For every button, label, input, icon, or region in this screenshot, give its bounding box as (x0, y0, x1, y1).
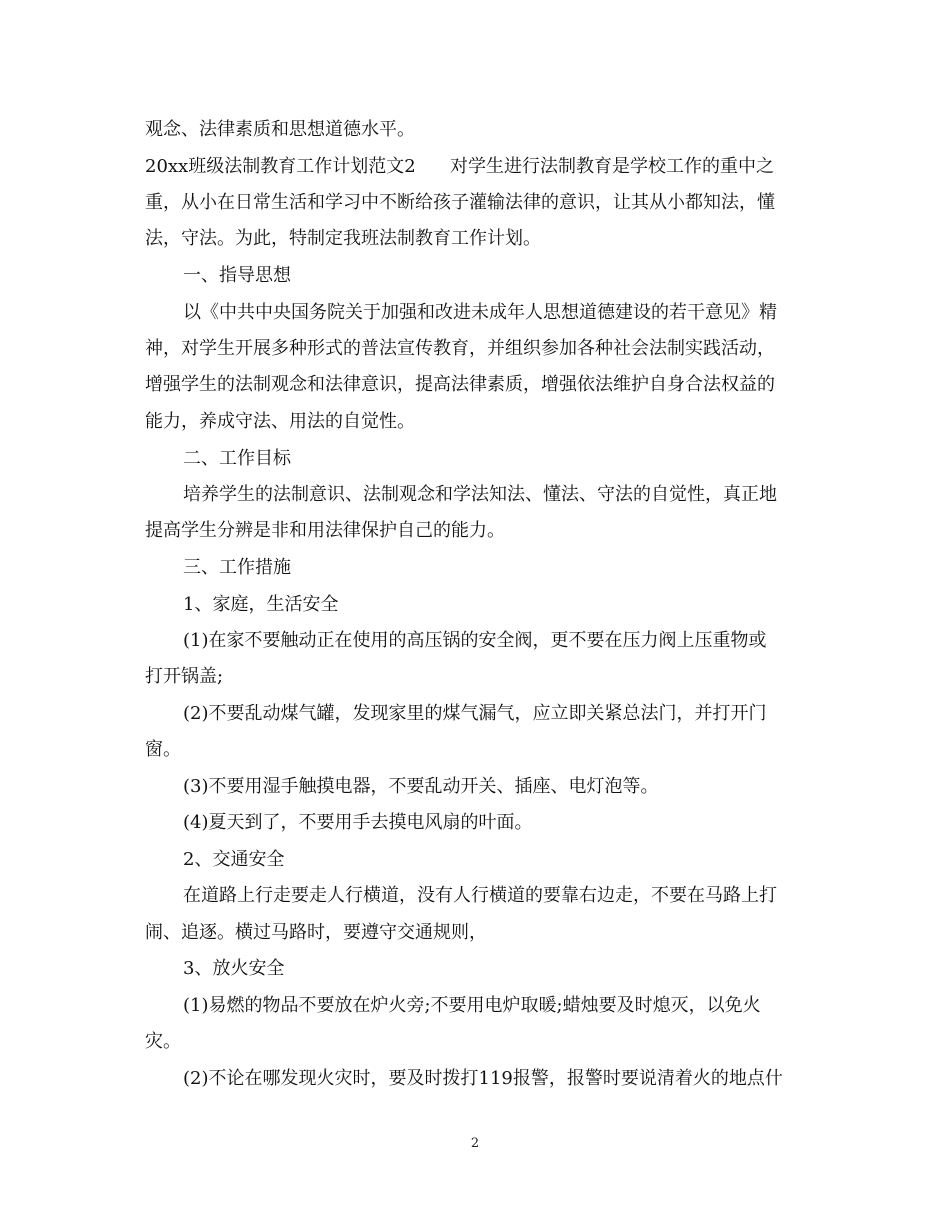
subsection-heading: 3、放火安全 (183, 958, 285, 979)
text-line: 增强学生的法制观念和法律意识，提高法律素质，增强依法维护自身合法权益的 (145, 374, 775, 395)
text-line: 灾。 (145, 1031, 181, 1052)
text-line: 能力，养成守法、用法的自觉性。 (145, 411, 415, 432)
section-heading: 三、工作措施 (183, 557, 291, 578)
subsection-heading: 2、交通安全 (183, 849, 285, 870)
text-line: (2)不论在哪发现火灾时，要及时拨打119报警，报警时要说清着火的地点什 (183, 1068, 783, 1089)
text-line: (3)不要用湿手触摸电器，不要乱动开关、插座、电灯泡等。 (183, 776, 659, 797)
page-number: 2 (470, 1136, 480, 1151)
text-line: (2)不要乱动煤气罐，发现家里的煤气漏气，应立即关紧总法门，并打开门 (183, 703, 767, 724)
text-line: 20xx班级法制教育工作计划范文2 对学生进行法制教育是学校工作的重中之 (145, 156, 774, 177)
section-heading: 二、工作目标 (183, 448, 291, 469)
text-line: 以《中共中央国务院关于加强和改进未成年人思想道德建设的若干意见》精 (183, 302, 777, 323)
text-line: 提高学生分辨是非和用法律保护自己的能力。 (145, 520, 505, 541)
text-line: (4)夏天到了，不要用手去摸电风扇的叶面。 (183, 812, 533, 833)
text-line: 观念、法律素质和思想道德水平。 (145, 119, 415, 140)
text-line: 闹、追逐。横过马路时，要遵守交通规则， (145, 922, 487, 943)
text-line: 窗。 (145, 739, 181, 760)
subsection-heading: 1、家庭，生活安全 (183, 594, 339, 615)
text-line: 打开锅盖; (145, 666, 224, 687)
text-line: 神，对学生开展多种形式的普法宣传教育，并组织参加各种社会法制实践活动， (145, 338, 775, 359)
text-line: 重，从小在日常生活和学习中不断给孩子灌输法律的意识，让其从小都知法，懂 (145, 192, 775, 213)
section-heading: 一、指导思想 (183, 265, 291, 286)
text-line: (1)在家不要触动正在使用的高压锅的安全阀，更不要在压力阀上压重物或 (183, 630, 767, 651)
text-line: 法，守法。为此，特制定我班法制教育工作计划。 (145, 228, 541, 249)
text-line: 在道路上行走要走人行横道，没有人行横道的要靠右边走，不要在马路上打 (183, 885, 777, 906)
text-line: 培养学生的法制意识、法制观念和学法知法、懂法、守法的自觉性，真正地 (183, 484, 777, 505)
text-line: (1)易燃的物品不要放在炉火旁;不要用电炉取暖;蜡烛要及时熄灭，以免火 (183, 995, 761, 1016)
